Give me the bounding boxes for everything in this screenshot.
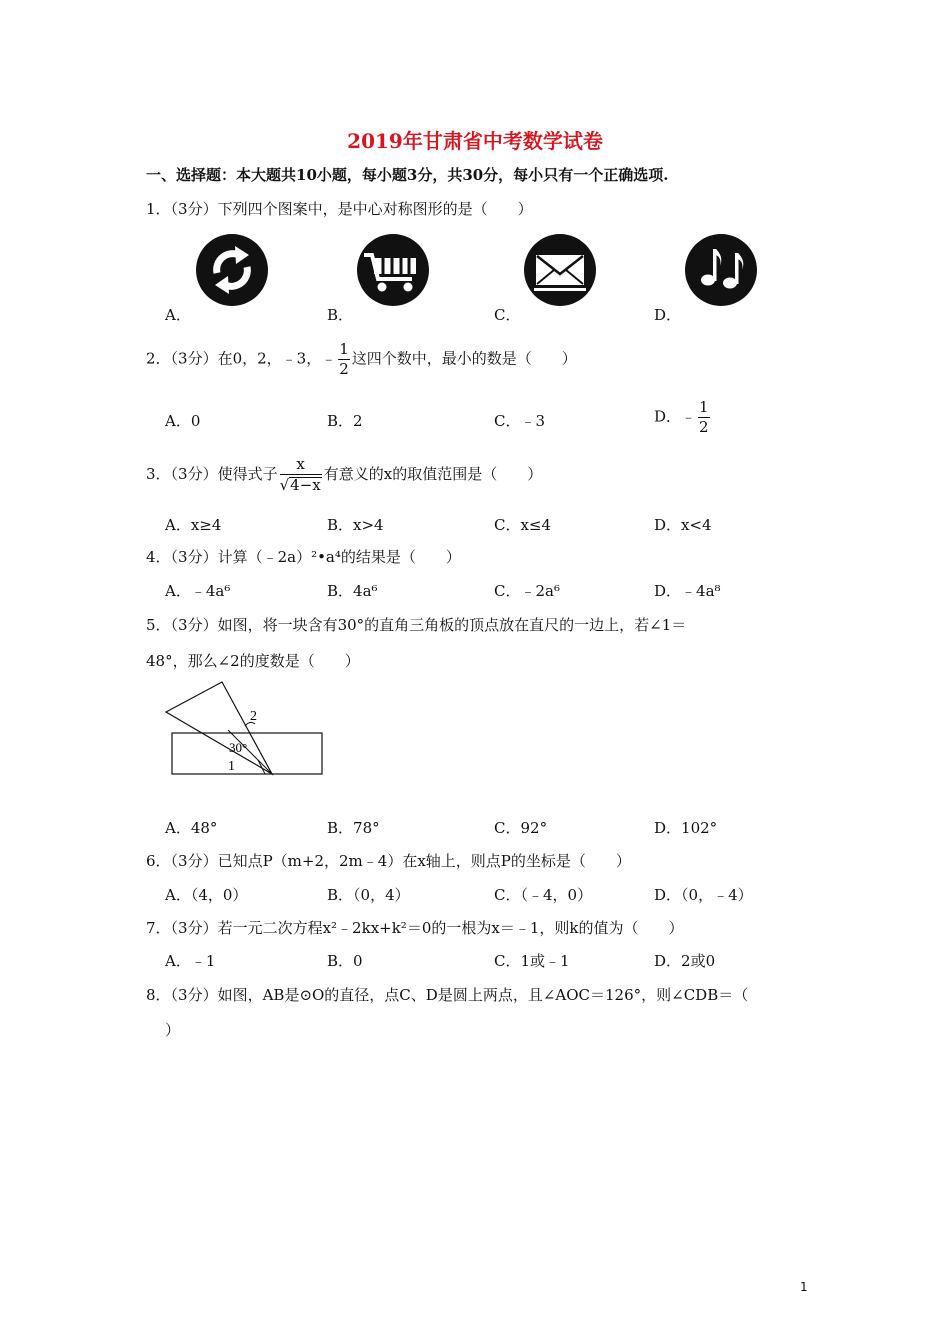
q5-option-c[interactable]: C．92° — [494, 819, 548, 837]
q1-option-b[interactable]: B． — [327, 306, 354, 324]
q3-radicand: 4−x — [290, 476, 321, 494]
q6-option-a[interactable]: A．（4，0） — [165, 886, 248, 904]
question-6-stem: 6．（3分）已知点P（m+2，2m﹣4）在x轴上，则点P的坐标是（ ） — [146, 852, 631, 870]
page-title: 2019年甘肃省中考数学试卷 — [347, 129, 603, 153]
angle-1-label: 1 — [228, 759, 235, 774]
angle-2-label: 2 — [250, 709, 257, 724]
q2-fraction — [338, 342, 350, 377]
q6-option-c[interactable]: C．（﹣4，0） — [494, 886, 593, 904]
q3-option-c[interactable]: C．x≤4 — [494, 516, 552, 534]
q2-option-d-numerator: 1 — [699, 398, 709, 416]
question-1-stem: 1．（3分）下列四个图案中，是中心对称图形的是（ ） — [146, 200, 533, 218]
q4-option-c[interactable]: C．﹣2a⁶ — [494, 582, 560, 600]
q2-option-d-fraction — [698, 400, 710, 435]
q2-fraction-denominator: 2 — [339, 360, 349, 378]
q4-option-a[interactable]: A．﹣4a⁶ — [165, 582, 231, 600]
q2-option-d-label: D．﹣ — [654, 407, 697, 426]
q3-option-b[interactable]: B．x>4 — [327, 516, 384, 534]
q3-option-a[interactable]: A．x≥4 — [165, 516, 222, 534]
section-heading: 一、选择题：本大题共10小题，每小题3分，共30分，每小只有一个正确选项. — [146, 166, 669, 184]
q1-option-d[interactable]: D． — [654, 306, 682, 324]
angle-30-label: 30° — [229, 740, 248, 755]
q2-option-d[interactable] — [654, 400, 712, 435]
shopping-cart-icon — [356, 233, 430, 307]
q7-option-d[interactable]: D．2或0 — [654, 952, 716, 970]
q5-option-d[interactable]: D．102° — [654, 819, 718, 837]
q3-fraction — [280, 457, 322, 493]
q3-stem-end: 有意义的x的取值范围是（ ） — [323, 465, 543, 483]
q3-fraction-denominator: √4−x — [279, 476, 321, 494]
q1-option-a[interactable]: A． — [165, 306, 191, 324]
q2-option-c[interactable]: C．﹣3 — [494, 412, 546, 430]
q4-option-b[interactable]: B．4a⁶ — [327, 582, 378, 600]
q7-option-a[interactable]: A．﹣1 — [165, 952, 216, 970]
music-notes-icon — [684, 233, 758, 307]
envelope-icon — [523, 233, 597, 307]
q3-stem-start: 3．（3分）使得式子 — [146, 465, 278, 483]
q3-fraction-numerator: x — [280, 457, 322, 475]
q6-option-b[interactable]: B．（0，4） — [327, 886, 410, 904]
q2-option-d-denominator: 2 — [699, 418, 709, 436]
question-7-stem: 7．（3分）若一元二次方程x²﹣2kx+k²＝0的一根为x＝﹣1，则k的值为（ ） — [146, 919, 684, 937]
recycle-arrows-icon — [195, 233, 269, 307]
q3-option-d[interactable]: D．x<4 — [654, 516, 712, 534]
triangle-shape — [166, 682, 272, 774]
q5-option-b[interactable]: B．78° — [327, 819, 380, 837]
q7-option-b[interactable]: B．0 — [327, 952, 363, 970]
question-5-stem-line1: 5．（3分）如图，将一块含有30°的直角三角板的顶点放在直尺的一边上，若∠1＝ — [146, 616, 687, 634]
q6-option-d[interactable]: D．（0，﹣4） — [654, 886, 753, 904]
page-number: 1 — [800, 1280, 808, 1294]
q5-option-a[interactable]: A．48° — [165, 819, 218, 837]
q2-stem-start: 2．（3分）在0，2，﹣3，﹣ — [146, 349, 337, 368]
q2-stem-end: 这四个数中，最小的数是（ ） — [351, 349, 577, 368]
question-8-stem-line2: ） — [165, 1021, 181, 1039]
q4-option-d[interactable]: D．﹣4a⁸ — [654, 582, 721, 600]
question-8-stem-line1: 8．（3分）如图，AB是⊙O的直径，点C、D是圆上两点，且∠AOC＝126°，则∠CDB＝（ — [146, 986, 749, 1004]
q1-option-c[interactable]: C． — [494, 306, 521, 324]
question-4-stem: 4．（3分）计算（﹣2a）²•a⁴的结果是（ ） — [146, 548, 461, 566]
q2-option-a[interactable]: A．0 — [165, 412, 201, 430]
question-3-stem — [146, 457, 542, 493]
q7-option-c[interactable]: C．1或﹣1 — [494, 952, 570, 970]
question-5-stem-line2: 48°，那么∠2的度数是（ ） — [146, 652, 360, 670]
q2-fraction-numerator: 1 — [339, 340, 349, 358]
q5-figure — [162, 678, 327, 782]
question-2-stem — [146, 342, 577, 377]
q2-option-b[interactable]: B．2 — [327, 412, 363, 430]
